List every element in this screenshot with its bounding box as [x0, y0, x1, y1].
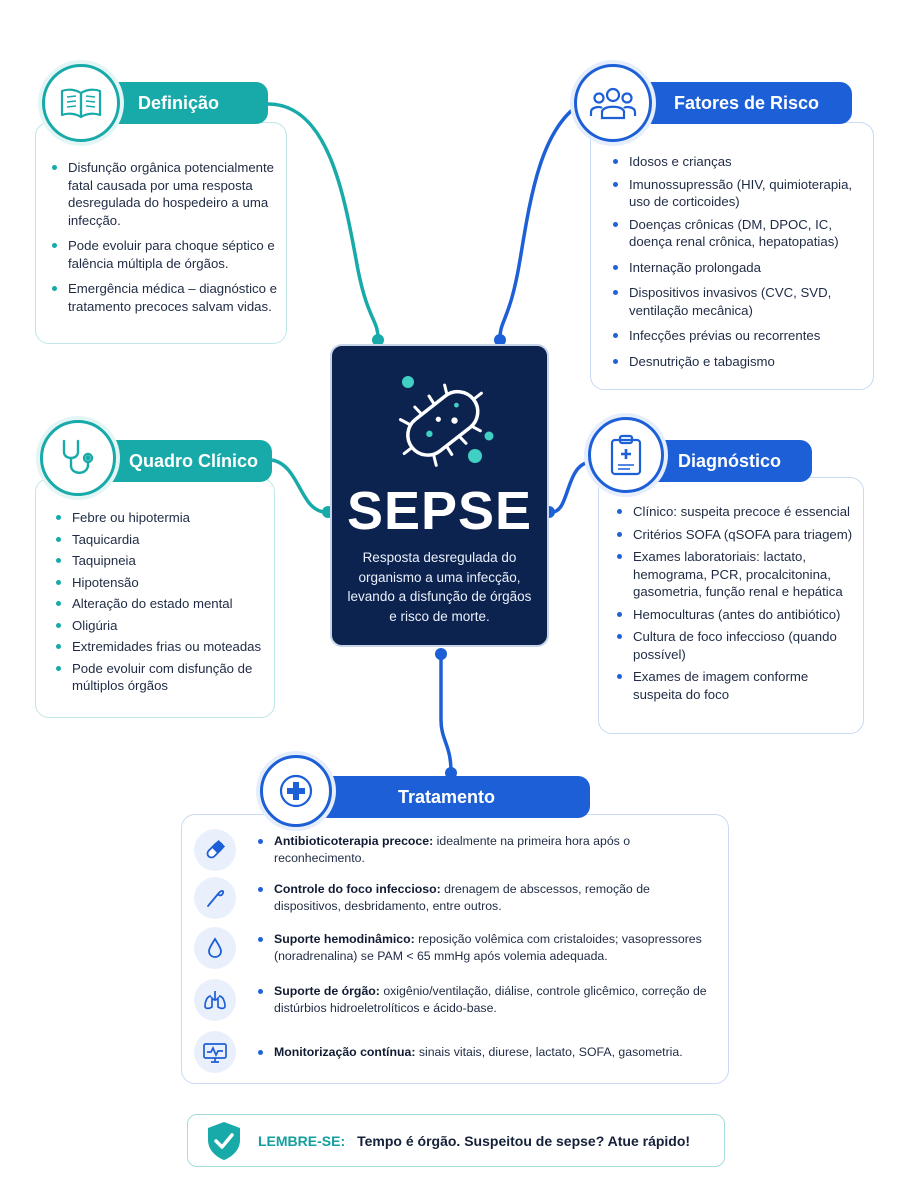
list-item: Infecções prévias ou recorrentes	[609, 327, 865, 345]
list-item: Disfunção orgânica potencialmente fatal causada por uma resposta desregulada do hospedeiro a uma infecção.	[48, 159, 280, 229]
definicao-title: Definição	[138, 92, 220, 113]
diagnostico-title: Diagnóstico	[678, 450, 782, 471]
list-item: Febre ou hipotermia	[52, 509, 268, 527]
tratamento-item	[194, 979, 718, 1021]
list-item: Imunossupressão (HIV, quimioterapia, uso de corticoides)	[609, 176, 865, 211]
list-item: Oligúria	[52, 617, 268, 635]
list-item: Hipotensão	[52, 574, 268, 592]
tratamento-item-text: Monitorização contínua: sinais vitais, diurese, lactato, SOFA, gasometria.	[258, 1044, 683, 1061]
tratamento-item-text: Controle do foco infeccioso: drenagem de abscessos, remoção de dispositivos, desbridamento, entre outros.	[258, 881, 718, 915]
sepse-description: Resposta desregulada do organismo a uma infecção, levando a disfunção de órgãos e risco de morte.	[347, 550, 532, 624]
clipboard-icon	[588, 417, 664, 493]
lungs-icon	[194, 979, 236, 1021]
diagnostico-list	[613, 503, 857, 703]
list-item: Exames de imagem conforme suspeita do foco	[613, 668, 857, 703]
list-item: Pode evoluir com disfunção de múltiplos órgãos	[52, 660, 268, 695]
fatores-card	[590, 122, 874, 390]
list-item: Dispositivos invasivos (CVC, SVD, ventilação mecânica)	[609, 284, 865, 319]
stethoscope-icon	[40, 420, 116, 496]
tratamento-item-text: Suporte de órgão: oxigênio/ventilação, diálise, controle glicêmico, correção de distúrbios hidroeletrolíticos e ácido-base.	[258, 983, 718, 1017]
list-item: Desnutrição e tabagismo	[609, 353, 865, 371]
list-item: Clínico: suspeita precoce é essencial	[613, 503, 857, 521]
list-item: Emergência médica – diagnóstico e tratamento precoces salvam vidas.	[48, 280, 280, 315]
quadro-title: Quadro Clínico	[129, 450, 259, 471]
quadro-list	[52, 509, 268, 695]
list-item: Alteração do estado mental	[52, 595, 268, 613]
list-item: Internação prolongada	[609, 259, 865, 277]
fatores-list	[609, 153, 865, 370]
list-item: Critérios SOFA (qSOFA para triagem)	[613, 526, 857, 544]
book-icon	[42, 64, 120, 142]
list-item: Idosos e crianças	[609, 153, 865, 171]
diagnostico-card	[598, 477, 864, 734]
list-item: Extremidades frias ou moteadas	[52, 638, 268, 656]
fatores-title: Fatores de Risco	[674, 92, 820, 113]
monitor-icon	[194, 1031, 236, 1073]
list-item: Cultura de foco infeccioso (quando possível)	[613, 628, 857, 663]
list-item: Exames laboratoriais: lactato, hemograma, PCR, procalcitonina, gasometria, função renal e hepática	[613, 548, 857, 601]
list-item: Pode evoluir para choque séptico e falência múltipla de órgãos.	[48, 237, 280, 272]
reminder-message: Tempo é órgão. Suspeitou de sepse? Atue rápido!	[357, 1132, 691, 1149]
tratamento-item	[194, 829, 718, 871]
tratamento-item	[194, 927, 718, 969]
tratamento-item-text: Antibioticoterapia precoce: idealmente na primeira hora após o reconhecimento.	[258, 833, 718, 867]
shield-check-icon	[204, 1120, 244, 1162]
people-icon	[574, 64, 652, 142]
tratamento-item-text: Suporte hemodinâmico: reposição volêmica com cristaloides; vasopressores (noradrenalina) se PAM < 65 mmHg após volemia adequada.	[258, 931, 718, 965]
medical-cross-icon	[260, 755, 332, 827]
reminder-label: LEMBRE-SE:	[258, 1132, 346, 1149]
list-item: Taquipneia	[52, 552, 268, 570]
sepse-title: SEPSE	[346, 481, 533, 541]
pill-icon	[194, 829, 236, 871]
list-item: Taquicardia	[52, 531, 268, 549]
bacteria-icon	[332, 366, 551, 486]
list-item: Hemoculturas (antes do antibiótico)	[613, 606, 857, 624]
sepse-center-card	[330, 344, 549, 647]
list-item: Doenças crônicas (DM, DPOC, IC, doença renal crônica, hepatopatias)	[609, 216, 865, 251]
tratamento-title: Tratamento	[398, 786, 496, 807]
scalpel-icon	[194, 877, 236, 919]
definicao-list	[48, 159, 280, 315]
tratamento-item	[194, 1031, 718, 1073]
definicao-card	[35, 122, 287, 344]
droplet-icon	[194, 927, 236, 969]
tratamento-card	[181, 814, 729, 1084]
tratamento-header	[316, 776, 590, 818]
tratamento-item	[194, 877, 718, 919]
quadro-card	[35, 478, 275, 718]
reminder-banner	[187, 1114, 725, 1167]
